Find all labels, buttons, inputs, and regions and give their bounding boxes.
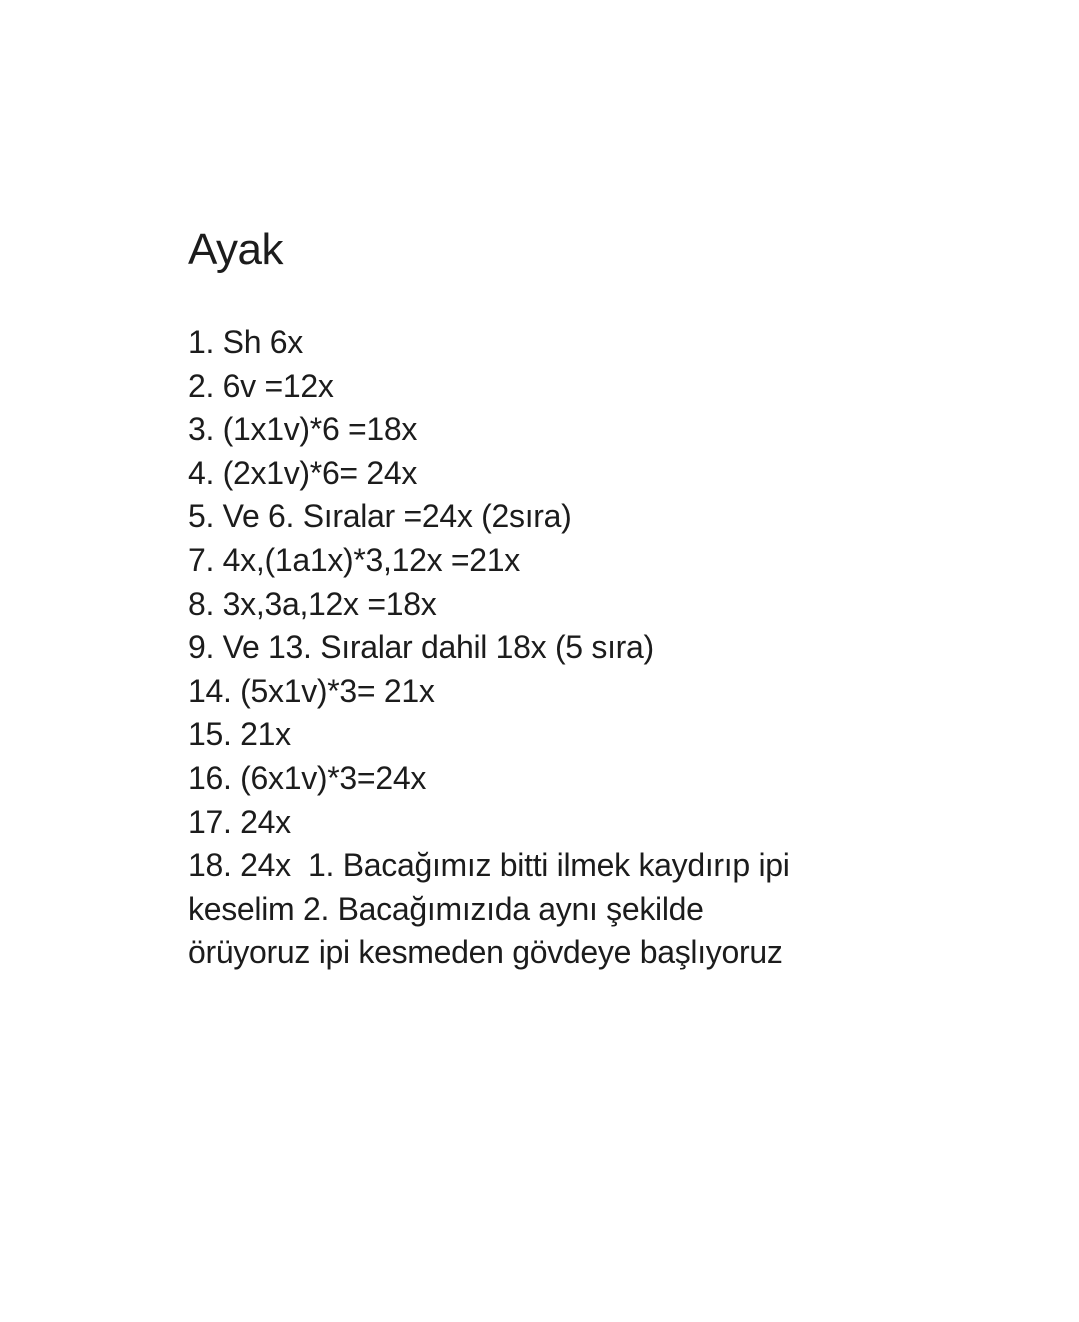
instruction-line: örüyoruz ipi kesmeden gövdeye başlıyoruz bbox=[188, 934, 783, 971]
instruction-line: 3. (1x1v)*6 =18x bbox=[188, 411, 418, 448]
instruction-line: keselim 2. Bacağımızıda aynı şekilde bbox=[188, 890, 704, 927]
instruction-line: 2. 6v =12x bbox=[188, 367, 334, 404]
page-title: Ayak bbox=[188, 225, 284, 274]
instruction-line: 17. 24x bbox=[188, 803, 291, 840]
instruction-line: 8. 3x,3a,12x =18x bbox=[188, 585, 437, 622]
instruction-line: 5. Ve 6. Sıralar =24x (2sıra) bbox=[188, 498, 572, 535]
instruction-line: 7. 4x,(1a1x)*3,12x =21x bbox=[188, 541, 520, 578]
instruction-line: 18. 24x 1. Bacağımız bitti ilmek kaydırıp ipi bbox=[188, 847, 790, 884]
instruction-line: 4. (2x1v)*6= 24x bbox=[188, 454, 418, 491]
instruction-line: 14. (5x1v)*3= 21x bbox=[188, 672, 435, 709]
instruction-line: 16. (6x1v)*3=24x bbox=[188, 759, 427, 796]
instruction-line: 1. Sh 6x bbox=[188, 324, 304, 360]
instruction-line: 15. 21x bbox=[188, 716, 291, 753]
instruction-list bbox=[188, 321, 988, 975]
instruction-line: 9. Ve 13. Sıralar dahil 18x (5 sıra) bbox=[188, 629, 654, 666]
